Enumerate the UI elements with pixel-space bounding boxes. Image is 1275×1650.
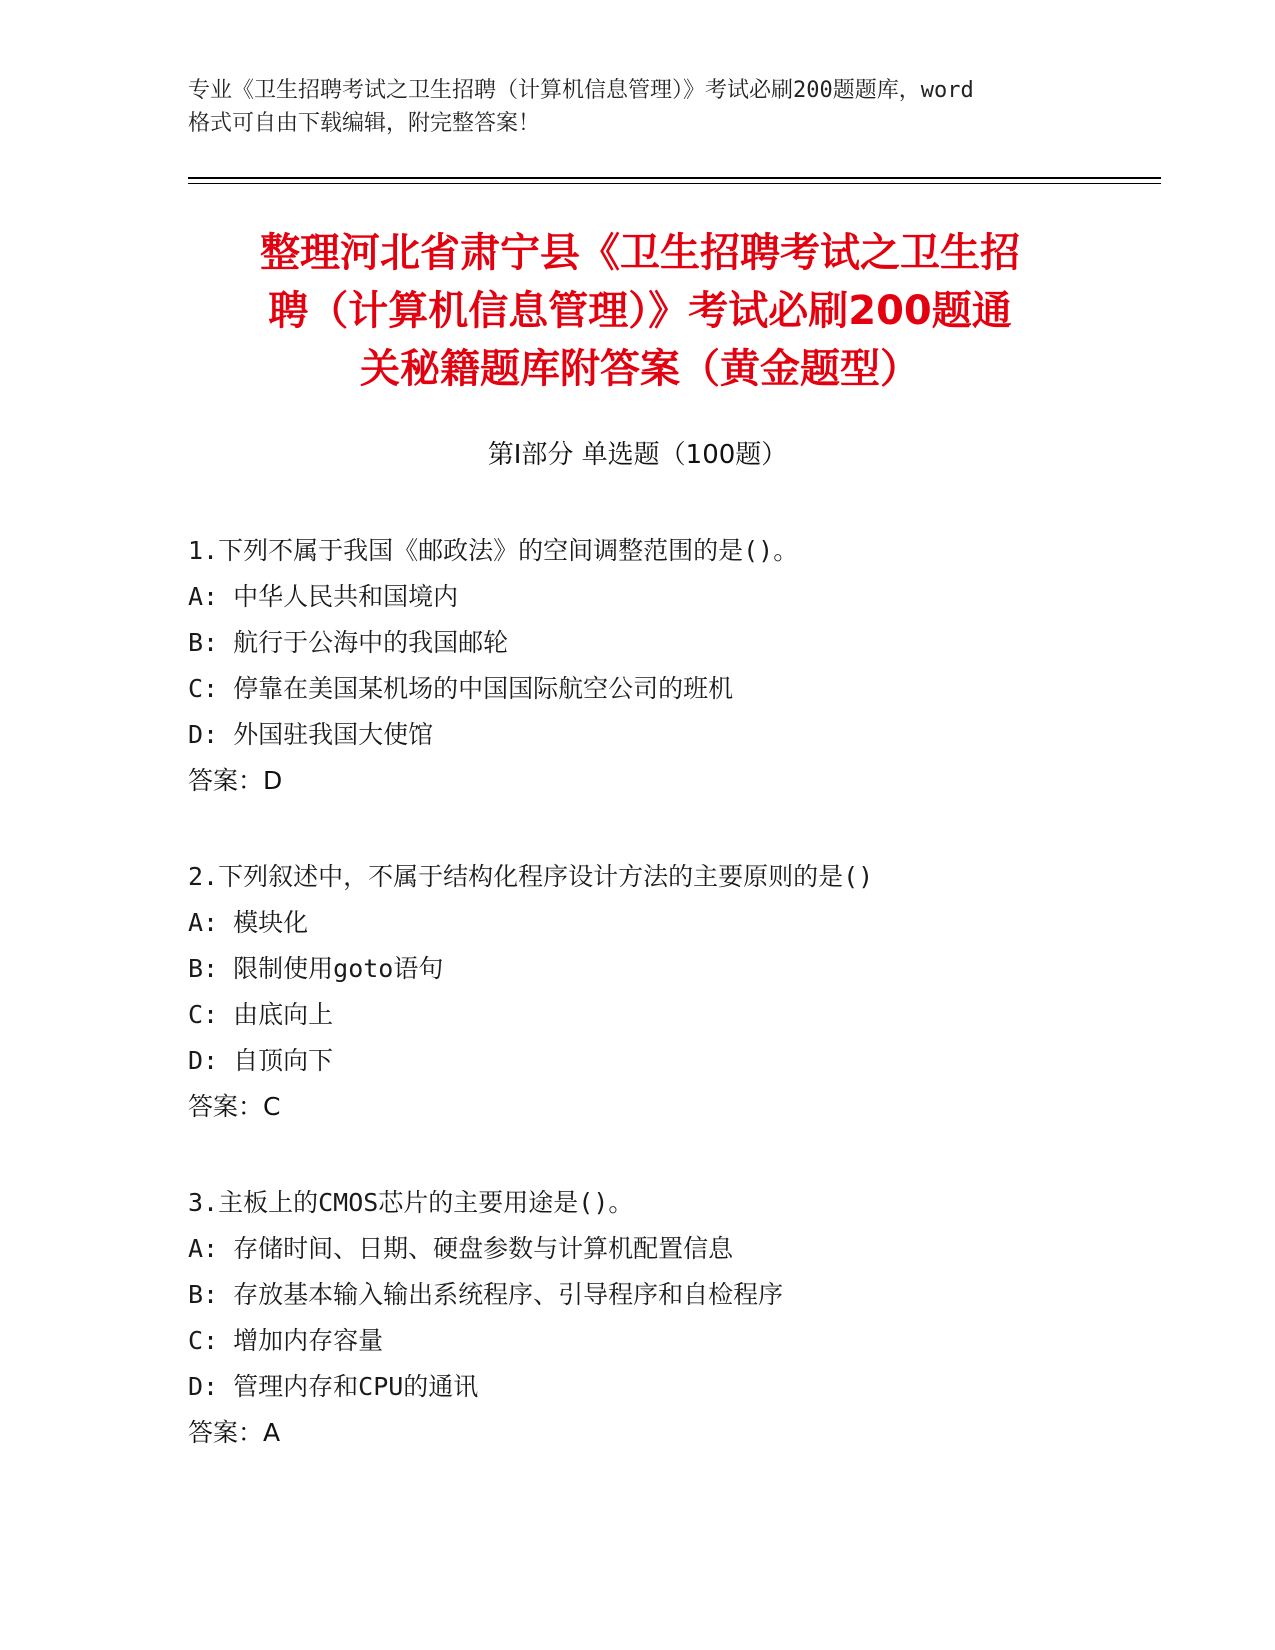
- question-list: [188, 528, 1138, 1506]
- question-stem: 1.下列不属于我国《邮政法》的空间调整范围的是()。: [188, 536, 799, 565]
- option-b: B: 限制使用goto语句: [188, 954, 444, 983]
- option-d: D: 管理内存和CPU的通讯: [188, 1372, 479, 1401]
- header-note-line-1: 专业《卫生招聘考试之卫生招聘（计算机信息管理）》考试必刷200题题库，word: [188, 78, 974, 103]
- question-stem: 2.下列叙述中，不属于结构化程序设计方法的主要原则的是(): [188, 862, 874, 891]
- document-title-line-2: 聘（计算机信息管理）》考试必刷200题通: [268, 288, 1012, 334]
- header-note-line-2: 格式可自由下载编辑，附完整答案！: [188, 111, 541, 136]
- option-c: C: 由底向上: [188, 1000, 334, 1029]
- document-title-line-1: 整理河北省肃宁县《卫生招聘考试之卫生招: [260, 230, 1020, 276]
- option-d: D: 自顶向下: [188, 1046, 334, 1075]
- question-1: [188, 528, 1138, 804]
- option-c: C: 停靠在美国某机场的中国国际航空公司的班机: [188, 674, 734, 703]
- document-title: [190, 224, 1090, 398]
- answer-line: 答案：A: [188, 1418, 281, 1447]
- header-divider-thin: [188, 183, 1161, 184]
- option-c: C: 增加内存容量: [188, 1326, 384, 1355]
- option-d: D: 外国驻我国大使馆: [188, 720, 434, 749]
- option-b: B: 航行于公海中的我国邮轮: [188, 628, 509, 657]
- option-a: A: 存储时间、日期、硬盘参数与计算机配置信息: [188, 1234, 734, 1263]
- header-note: [188, 74, 1088, 140]
- option-a: A: 中华人民共和国境内: [188, 582, 459, 611]
- section-title: 第Ⅰ部分 单选题（100题）: [487, 440, 788, 470]
- header-divider-thick: [188, 177, 1161, 179]
- option-a: A: 模块化: [188, 908, 309, 937]
- document-title-line-3: 关秘籍题库附答案（黄金题型）: [360, 346, 920, 392]
- question-2: [188, 854, 1138, 1130]
- question-stem: 3.主板上的CMOS芯片的主要用途是()。: [188, 1188, 634, 1217]
- answer-line: 答案：C: [188, 1092, 281, 1121]
- question-3: [188, 1180, 1138, 1456]
- option-b: B: 存放基本输入输出系统程序、引导程序和自检程序: [188, 1280, 784, 1309]
- answer-line: 答案：D: [188, 766, 283, 795]
